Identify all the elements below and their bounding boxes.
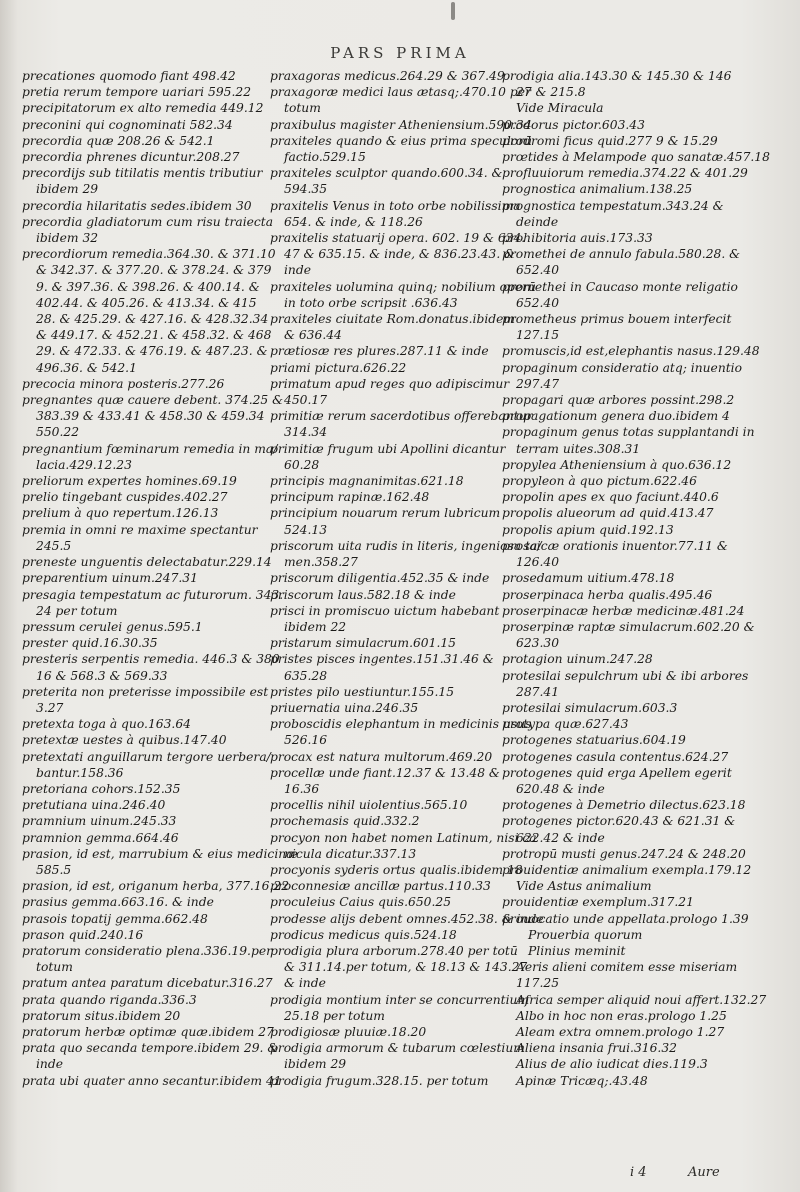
index-entry-line: Vide Astus animalium bbox=[516, 879, 652, 894]
index-entry-line: 585.5 bbox=[36, 862, 72, 877]
index-entry-line: 314.34 bbox=[284, 425, 328, 440]
index-entry-line: pregnantium fœminarum remedia in ma/ bbox=[22, 441, 278, 456]
index-entry-line: propaginum genus totas supplantandi in bbox=[502, 425, 755, 440]
index-entry-line: protogenes quid erga Apellem egerit bbox=[502, 765, 732, 780]
index-entry-line: precordia hilaritatis sedes.ibidem 30 bbox=[22, 198, 252, 213]
index-entry-line: preparentium uinum.247.31 bbox=[22, 571, 198, 586]
index-entry-line: presagia tempestatum ac futurorum. 343. bbox=[22, 587, 284, 602]
index-entry-line: propolis apium quid.192.13 bbox=[502, 522, 674, 537]
index-entry-line: 622.42 & inde bbox=[516, 830, 605, 845]
index-entry-line: pretextæ uestes à quibus.147.40 bbox=[22, 733, 227, 748]
index-entry-line: prometheus primus bouem interfecit bbox=[502, 312, 732, 327]
index-entry-line: priami pictura.626.22 bbox=[270, 360, 407, 375]
index-entry-line: inde bbox=[284, 263, 312, 278]
index-entry-line: & 449.17. & 452.21. & 458.32. & 468 bbox=[36, 328, 272, 343]
signature-mark: i 4 bbox=[630, 1165, 647, 1180]
index-entry-line: proboscidis elephantum in medicinis usus bbox=[270, 717, 532, 732]
index-entry-line: 16.36 bbox=[284, 781, 320, 796]
index-entry-line: men.358.27 bbox=[284, 555, 358, 570]
index-entry-line: propylea Atheniensium à quo.636.12 bbox=[502, 457, 732, 472]
index-entry-line: prasois topatij gemma.662.48 bbox=[22, 911, 208, 926]
index-entry-line: pratorum herbæ optimæ quæ.ibidem 27 bbox=[22, 1024, 274, 1039]
index-entry-line: propolis alueorum ad quid.413.47 bbox=[502, 506, 714, 521]
index-entry-line: proculeius Caius quis.650.25 bbox=[270, 895, 452, 910]
index-entry-line: pretutiana uina.246.40 bbox=[22, 798, 166, 813]
index-entry-line: pretoriana cohors.152.35 bbox=[22, 781, 181, 796]
index-entry-line: prelium à quo repertum.126.13 bbox=[22, 506, 219, 521]
index-entry-line: prata quo secanda tempore.ibidem 29. & bbox=[22, 1041, 279, 1056]
index-entry-line: procax est natura multorum.469.20 bbox=[270, 749, 493, 764]
index-entry-line: priscorum diligentia.452.35 & inde bbox=[270, 571, 490, 586]
index-entry-line: preneste unguentis delectabatur.229.14 bbox=[22, 555, 272, 570]
index-entry-line: deinde bbox=[516, 214, 559, 229]
index-entry-line: preliorum expertes homines.69.19 bbox=[22, 474, 237, 489]
index-entry-line: 47 & 635.15. & inde, & 836.23.43. & bbox=[284, 247, 516, 262]
index-entry-line: factio.529.15 bbox=[284, 150, 366, 165]
index-entry-line: terram uites.308.31 bbox=[516, 441, 641, 456]
index-entry-line: 60.28 bbox=[284, 457, 320, 472]
index-entry-line: premia in omni re maxime spectantur bbox=[22, 522, 258, 537]
index-entry-line: ibidem 22 bbox=[284, 619, 347, 634]
index-entry-line: 594.35 bbox=[284, 182, 328, 197]
index-entry-line: nicula dicatur.337.13 bbox=[284, 846, 417, 861]
index-entry-line: 126.40 bbox=[516, 555, 560, 570]
index-entry-line: Prouerbia quorum bbox=[528, 927, 643, 942]
index-entry-line: prosedamum uitium.478.18 bbox=[502, 571, 675, 586]
index-entry-line: promuscis,id est,elephantis nasus.129.48 bbox=[502, 344, 760, 359]
index-entry-line: praxiteles ciuitate Rom.donatus.ibidem bbox=[270, 312, 516, 327]
index-entry-line: primatum apud reges quo adipiscimur bbox=[270, 376, 510, 391]
index-entry-line: priscorum laus.582.18 & inde bbox=[270, 587, 456, 602]
index-entry-line: prason quid.240.16 bbox=[22, 927, 144, 942]
index-entry-line: 652.40 bbox=[516, 263, 560, 278]
index-entry-line: primitiæ frugum ubi Apollini dicantur bbox=[270, 441, 506, 456]
index-entry-line: propagationum genera duo.ibidem 4 bbox=[502, 409, 730, 424]
index-entry-line: & inde bbox=[284, 976, 326, 991]
index-entry-line: 620.48 & inde bbox=[516, 781, 605, 796]
index-entry-line: 654. & inde, & 118.26 bbox=[284, 214, 423, 229]
index-entry-line: propaginum consideratio atq; inuentio bbox=[502, 360, 743, 375]
index-entry-line: prouidentiæ animalium exempla.179.12 bbox=[502, 862, 752, 877]
index-entry-line: prouidentiæ exemplum.317.21 bbox=[502, 895, 694, 910]
index-entry-line: pristarum simulacrum.601.15 bbox=[270, 636, 457, 651]
index-entry-line: primitiæ rerum sacerdotibus offerebantur bbox=[270, 409, 533, 424]
index-entry-line: prodromi ficus quid.277 9 & 15.29 bbox=[502, 133, 718, 148]
index-entry-line: & 311.14.per totum, & 18.13 & 143.27 bbox=[284, 960, 528, 975]
index-entry-line: protesilai simulacrum.603.3 bbox=[502, 700, 678, 715]
index-entry-line: proserpinaca herba qualis.495.46 bbox=[502, 587, 713, 602]
index-entry-line: 287.41 bbox=[516, 684, 560, 699]
index-entry-line: praxibulus magister Atheniensium.590.34 bbox=[270, 117, 532, 132]
index-entry-line: 496.36. & 542.1 bbox=[36, 360, 137, 375]
index-entry-line: preterita non preterisse impossibile est bbox=[22, 684, 269, 699]
index-entry-line: Aliena insania frui.316.32 bbox=[516, 1041, 677, 1056]
index-entry-line: 25.18 per totum bbox=[284, 1008, 385, 1023]
index-entry-line: promethei de annulo fabula.580.28. & bbox=[502, 247, 741, 262]
index-entry-line: ibidem 29 bbox=[284, 1057, 347, 1072]
index-entry-line: protypa quæ.627.43 bbox=[502, 717, 629, 732]
index-entry-line: protogenes pictor.620.43 & 621.31 & bbox=[502, 814, 736, 829]
index-entry-line: pretia rerum tempore uariari 595.22 bbox=[22, 85, 252, 100]
index-column-1 bbox=[22, 68, 298, 1089]
index-entry-line: principium nouarum rerum lubricum bbox=[270, 506, 501, 521]
index-entry-line: precocia minora posteris.277.26 bbox=[22, 376, 225, 391]
index-entry-line: totum bbox=[284, 101, 321, 116]
index-entry-line: procyon non habet nomen Latinum, nisi ca bbox=[270, 830, 537, 845]
index-entry-line: prelio tingebant cuspides.402.27 bbox=[22, 490, 228, 505]
index-entry-line: procellæ unde fiant.12.37 & 13.48 & bbox=[270, 765, 500, 780]
index-entry-line: prasius gemma.663.16. & inde bbox=[22, 895, 214, 910]
index-entry-line: principum rapinæ.162.48 bbox=[270, 490, 430, 505]
index-entry-line: 27 & 215.8 bbox=[516, 85, 586, 100]
index-entry-line: bantur.158.36 bbox=[36, 765, 124, 780]
index-entry-line: prasion, id est, marrubium & eius medicinæ bbox=[22, 846, 298, 861]
index-entry-line: prœtides à Melampode quo sanatæ.457.18 bbox=[502, 150, 770, 165]
index-entry-line: proserpinæ raptæ simulacrum.602.20 & bbox=[502, 619, 755, 634]
index-entry-line: proconnesiæ ancillæ partus.110.33 bbox=[270, 879, 491, 894]
index-entry-line: ibidem 32 bbox=[36, 231, 99, 246]
index-entry-line: preconini qui cognominati 582.34 bbox=[22, 117, 233, 132]
index-entry-line: pretextati anguillarum tergore uerbera/ bbox=[22, 749, 271, 764]
index-entry-line: precordijs sub titilatis mentis tributiur bbox=[22, 166, 263, 181]
index-entry-line: & 342.37. & 377.20. & 378.24. & 379 bbox=[36, 263, 272, 278]
index-entry-line: protesilai sepulchrum ubi & ibi arbores bbox=[502, 668, 749, 683]
index-entry-line: praxitelis statuarij opera. 602. 19 & 634. bbox=[270, 231, 526, 246]
index-entry-line: Vide Miracula bbox=[516, 101, 604, 116]
index-entry-line: & 636.44 bbox=[284, 328, 342, 343]
index-entry-line: proserpinacæ herbæ medicinæ.481.24 bbox=[502, 603, 745, 618]
index-entry-line: 29. & 472.33. & 476.19. & 487.23. & bbox=[36, 344, 268, 359]
index-entry-line: praxagoras medicus.264.29 & 367.49 bbox=[270, 69, 505, 83]
index-entry-line: Africa semper aliquid noui affert.132.27 bbox=[516, 992, 767, 1007]
index-entry-line: 245.5 bbox=[36, 538, 72, 553]
index-entry-line: pratum antea paratum dicebatur.316.27 bbox=[22, 976, 273, 991]
index-entry-line: Aeris alieni comitem esse miseriam bbox=[516, 960, 738, 975]
index-entry-line: precipitatorum ex alto remedia 449.12 bbox=[22, 101, 264, 116]
index-entry-line: prodesse alijs debent omnes.452.38. & inde bbox=[270, 911, 544, 926]
index-entry-line: Plinius meminit bbox=[528, 943, 626, 958]
index-entry-line: praxiteles sculptor quando.600.34. & bbox=[270, 166, 503, 181]
index-entry-line: ibidem 29 bbox=[36, 182, 99, 197]
index-entry-line: Aleam extra omnem.prologo 1.27 bbox=[516, 1024, 725, 1039]
index-column-3 bbox=[502, 68, 770, 1089]
index-entry-line: precordia quæ 208.26 & 542.1 bbox=[22, 133, 215, 148]
index-entry-line: 117.25 bbox=[516, 976, 560, 991]
index-entry-line: Alius de alio iudicat dies.119.3 bbox=[516, 1057, 708, 1072]
index-entry-line: priscorum uita rudis in literis, ingeniosa ta/ bbox=[270, 538, 542, 553]
index-entry-line: prognostica animalium.138.25 bbox=[502, 182, 693, 197]
index-entry-line: prisci in promiscuo uictum habebant bbox=[270, 603, 500, 618]
index-entry-line: propagari quæ arbores possint.298.2 bbox=[502, 393, 735, 408]
index-entry-line: prodigia montium inter se concurrentium bbox=[270, 992, 530, 1007]
index-entry-line: prodicus medicus quis.524.18 bbox=[270, 927, 457, 942]
index-entry-line: 526.16 bbox=[284, 733, 328, 748]
index-entry-line: 635.28 bbox=[284, 668, 328, 683]
index-entry-line: 550.22 bbox=[36, 425, 80, 440]
index-entry-line: praxagoræ medici laus ætasq;.470.10 per bbox=[270, 85, 531, 100]
index-entry-line: pramnium uinum.245.33 bbox=[22, 814, 177, 829]
index-entry-line: procellis nihil uiolentius.565.10 bbox=[270, 798, 468, 813]
index-entry-line: precationes quomodo fiant 498.42 bbox=[22, 69, 236, 83]
index-entry-line: 383.39 & 433.41 & 458.30 & 459.34 bbox=[36, 409, 265, 424]
index-entry-line: prodigia armorum & tubarum cœlestium bbox=[270, 1041, 525, 1056]
index-entry-line: 297.47 bbox=[516, 376, 560, 391]
index-entry-line: prodigiosæ pluuiæ.18.20 bbox=[270, 1024, 427, 1039]
index-entry-line: pretexta toga à quo.163.64 bbox=[22, 717, 191, 732]
index-entry-line: 450.17 bbox=[284, 393, 328, 408]
index-entry-line: totum bbox=[36, 960, 73, 975]
index-entry-line: prognostica tempestatum.343.24 & bbox=[502, 198, 724, 213]
index-entry-line: propyleon à quo pictum.622.46 bbox=[502, 474, 697, 489]
index-entry-line: 3.27 bbox=[36, 700, 64, 715]
index-entry-line: prasion, id est, origanum herba, 377.16.22 bbox=[22, 879, 290, 894]
index-entry-line: prouocatio unde appellata.prologo 1.39 bbox=[502, 911, 749, 926]
index-entry-line: 28. & 425.29. & 427.16. & 428.32.34 bbox=[36, 312, 269, 327]
index-entry-line: praxitelis Venus in toto orbe nobilissima bbox=[270, 198, 521, 213]
index-entry-line: pramnion gemma.664.46 bbox=[22, 830, 179, 845]
index-entry-line: Apinæ Tricæq;.43.48 bbox=[516, 1073, 648, 1088]
index-entry-line: promethei in Caucaso monte religatio bbox=[502, 279, 738, 294]
index-entry-line: 402.44. & 405.26. & 413.34. & 415 bbox=[36, 295, 257, 310]
page-top-mark bbox=[451, 2, 455, 20]
index-entry-line: prester quid.16.30.35 bbox=[22, 636, 158, 651]
index-entry-line: precordiorum remedia.364.30. & 371.10 bbox=[22, 247, 276, 262]
index-entry-line: pristes pilo uestiuntur.155.15 bbox=[270, 684, 455, 699]
index-entry-line: principis magnanimitas.621.18 bbox=[270, 474, 464, 489]
catchword: Aure bbox=[688, 1165, 720, 1180]
index-entry-line: 24 per totum bbox=[36, 603, 118, 618]
index-entry-line: lacia.429.12.23 bbox=[36, 457, 132, 472]
running-head: PARS PRIMA bbox=[330, 44, 470, 62]
index-entry-line: procyonis syderis ortus qualis.ibidem 18 bbox=[270, 862, 523, 877]
index-entry-line: precordia phrenes dicuntur.208.27 bbox=[22, 150, 240, 165]
index-entry-line: precordia gladiatorum cum risu traiecta bbox=[22, 214, 274, 229]
index-entry-line: protogenes statuarius.604.19 bbox=[502, 733, 686, 748]
index-entry-line: pregnantes quæ cauere debent. 374.25 & bbox=[22, 393, 284, 408]
index-entry-line: prata quando riganda.336.3 bbox=[22, 992, 197, 1007]
index-entry-line: praxiteles quando & eius prima speculorū bbox=[270, 133, 533, 148]
index-entry-line: presteris serpentis remedia. 446.3 & 380 bbox=[22, 652, 280, 667]
index-entry-line: 16 & 568.3 & 569.33 bbox=[36, 668, 168, 683]
index-entry-line: 9. & 397.36. & 398.26. & 400.14. & bbox=[36, 279, 260, 294]
index-entry-line: priuernatia uina.246.35 bbox=[270, 700, 419, 715]
index-entry-line: in toto orbe scripsit .636.43 bbox=[284, 295, 458, 310]
index-entry-line: 524.13 bbox=[284, 522, 328, 537]
index-entry-line: protagion uinum.247.28 bbox=[502, 652, 653, 667]
index-entry-line: prætiosæ res plures.287.11 & inde bbox=[270, 344, 489, 359]
index-entry-line: pratorum situs.ibidem 20 bbox=[22, 1008, 181, 1023]
index-entry-line: prodigia plura arborum.278.40 per totū bbox=[270, 943, 518, 958]
index-entry-line: prodorus pictor.603.43 bbox=[502, 117, 645, 132]
index-entry-line: inde bbox=[36, 1057, 64, 1072]
index-entry-line: prochemasis quid.332.2 bbox=[270, 814, 420, 829]
index-entry-line: prodigia alia.143.30 & 145.30 & 146 bbox=[502, 69, 732, 83]
index-entry-line: prodigia frugum.328.15. per totum bbox=[270, 1073, 489, 1088]
index-entry-line: protropū musti genus.247.24 & 248.20 bbox=[502, 846, 746, 861]
index-entry-line: 127.15 bbox=[516, 328, 560, 343]
index-entry-line: propolin apes ex quo faciunt.440.6 bbox=[502, 490, 719, 505]
index-entry-line: pressum cerulei genus.595.1 bbox=[22, 619, 203, 634]
index-entry-line: protogenes casula contentus.624.27 bbox=[502, 749, 729, 764]
index-entry-line: Albo in hoc non eras.prologo 1.25 bbox=[516, 1008, 727, 1023]
index-entry-line: pristes pisces ingentes.151.31.46 & bbox=[270, 652, 494, 667]
index-entry-line: 652.40 bbox=[516, 295, 560, 310]
index-entry-line: prohibitoria auis.173.33 bbox=[502, 231, 653, 246]
index-entry-line: profluuiorum remedia.374.22 & 401.29 bbox=[502, 166, 748, 181]
index-entry-line: prata ubi quater anno secantur.ibidem 41 bbox=[22, 1073, 282, 1088]
index-entry-line: 623.30 bbox=[516, 636, 560, 651]
index-entry-line: prosaicæ orationis inuentor.77.11 & bbox=[502, 538, 728, 553]
index-entry-line: pratorum consideratio plena.336.19.per bbox=[22, 943, 272, 958]
index-entry-line: protogenes à Demetrio dilectus.623.18 bbox=[502, 798, 746, 813]
index-entry-line: praxiteles uolumina quinq; nobilium operū bbox=[270, 279, 536, 294]
